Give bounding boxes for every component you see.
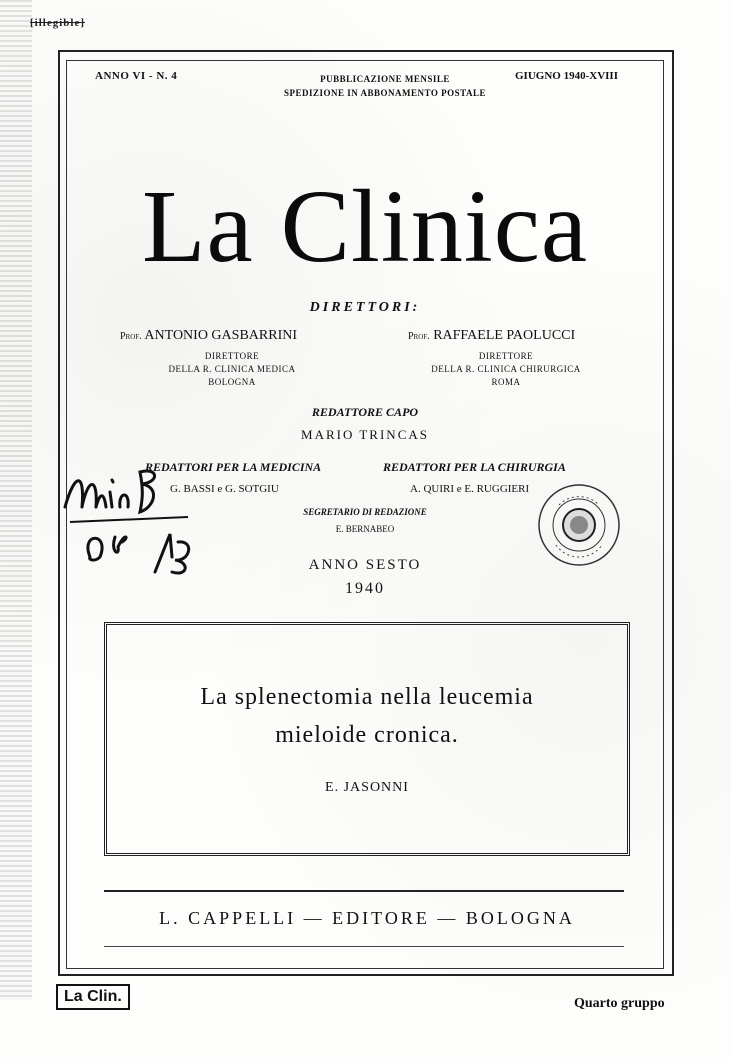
top-stamp: [illegible] [30, 17, 85, 29]
binding-edge [0, 0, 32, 1000]
chief-editor-label: REDATTORE CAPO [311, 405, 419, 419]
director-1-clinic: DELLA R. CLINICA MEDICA [168, 364, 296, 374]
director-2 [408, 328, 575, 344]
article-title-line-1: La splenectomia nella leucemia [200, 684, 534, 710]
article-title-line-2: mieloide cronica. [275, 722, 459, 748]
director-2-name: RAFFAELE PAOLUCCI [433, 328, 576, 343]
secretary-name: E. BERNABEO [335, 524, 395, 534]
publication-line-1: PUBBLICAZIONE MENSILE [320, 74, 450, 84]
publisher-rule-bottom [104, 946, 624, 947]
publication-line-2: SPEDIZIONE IN ABBONAMENTO POSTALE [284, 88, 486, 98]
director-1-prof: Prof. [120, 331, 142, 342]
surgery-editors-names: A. QUIRI e E. RUGGIERI [410, 483, 530, 495]
publication-info [250, 72, 520, 100]
director-1-role: DIRETTORE [204, 351, 260, 361]
director-1-name: ANTONIO GASBARRINI [144, 328, 297, 343]
director-1 [120, 328, 297, 344]
director-2-city: ROMA [491, 377, 521, 387]
article-title [104, 678, 630, 754]
issue-number: ANNO VI - N. 4 [95, 70, 178, 82]
medicine-editors-label: REDATTORI PER LA MEDICINA [145, 460, 322, 474]
handwritten-annotation [60, 462, 200, 582]
director-2-prof: Prof. [408, 331, 430, 342]
directors-label: DIRETTORI: [309, 300, 421, 315]
publisher-rule-top [104, 890, 624, 892]
call-number-label: La Clin. [56, 984, 130, 1010]
director-1-city: BOLOGNA [208, 377, 256, 387]
director-1-affiliation [132, 350, 332, 389]
group-label: Quarto gruppo [574, 996, 665, 1011]
chief-editor-name: MARIO TRINCAS [301, 427, 429, 442]
director-2-role: DIRETTORE [478, 351, 534, 361]
volume-year: 1940 [345, 580, 385, 597]
article-author: E. JASONNI [325, 780, 409, 795]
director-2-affiliation [406, 350, 606, 389]
issue-date: GIUGNO 1940-XVIII [515, 70, 618, 82]
secretary-label: SEGRETARIO DI REDAZIONE [303, 507, 427, 517]
library-stamp [534, 480, 624, 570]
medicine-editors-names: G. BASSI e G. SOTGIU [170, 483, 279, 495]
volume-year-text: ANNO SESTO [308, 557, 422, 573]
director-2-clinic: DELLA R. CLINICA CHIRURGICA [431, 364, 581, 374]
publisher: L. CAPPELLI — EDITORE — BOLOGNA [159, 908, 575, 928]
surgery-editors-label: REDATTORI PER LA CHIRURGIA [383, 460, 566, 474]
masthead-title: La Clinica [141, 169, 589, 284]
